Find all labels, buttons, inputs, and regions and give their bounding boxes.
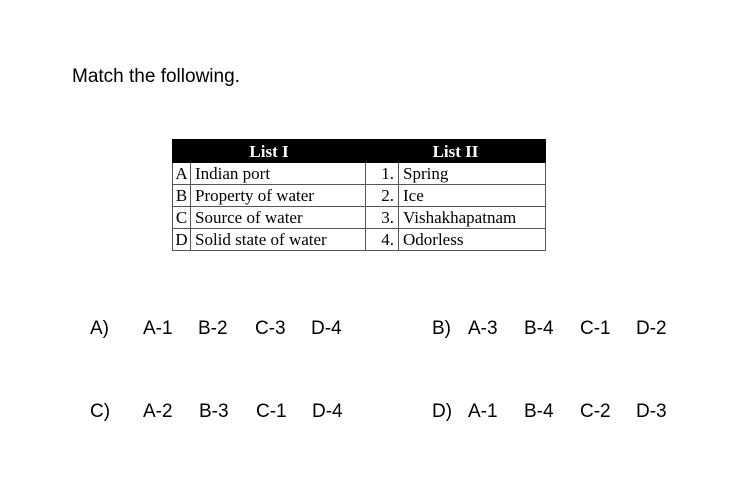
option-pair: A-2 (143, 401, 173, 422)
list-2-item: Spring (399, 163, 546, 185)
list-2-item: Vishakhapatnam (399, 207, 546, 229)
table-row (173, 163, 546, 185)
row-number: 3. (366, 207, 399, 229)
list-2-item: Ice (399, 185, 546, 207)
list-1-item: Source of water (191, 207, 366, 229)
row-number: 2. (366, 185, 399, 207)
option-pair: C-1 (580, 318, 611, 339)
table-row (173, 185, 546, 207)
option-pair: B-3 (199, 401, 229, 422)
option-label: B) (432, 318, 451, 339)
option-pair: A-3 (468, 318, 498, 339)
option-pair: D-4 (311, 318, 342, 339)
row-key: C (173, 207, 191, 229)
row-number: 1. (366, 163, 399, 185)
option-pair: A-1 (143, 318, 173, 339)
row-key: A (173, 163, 191, 185)
table-row (173, 207, 546, 229)
row-key: B (173, 185, 191, 207)
row-key: D (173, 229, 191, 251)
option-pair: B-2 (198, 318, 228, 339)
row-number: 4. (366, 229, 399, 251)
list-1-item: Indian port (191, 163, 366, 185)
option-b[interactable] (432, 318, 682, 342)
table-header-row (173, 140, 546, 163)
option-pair: A-1 (468, 401, 498, 422)
list-1-item: Property of water (191, 185, 366, 207)
list-2-header: List II (366, 140, 546, 163)
option-pair: C-2 (580, 401, 611, 422)
option-a[interactable] (90, 318, 370, 342)
option-pair: D-2 (636, 318, 667, 339)
option-label: A) (90, 318, 109, 339)
option-label: C) (90, 401, 111, 422)
option-pair: D-3 (636, 401, 667, 422)
match-table (172, 139, 546, 251)
option-pair: B-4 (524, 318, 554, 339)
option-pair: C-3 (255, 318, 286, 339)
list-1-item: Solid state of water (191, 229, 366, 251)
option-c[interactable] (90, 401, 370, 425)
question-text: Match the following. (72, 66, 240, 87)
list-1-header: List I (173, 140, 366, 163)
list-2-item: Odorless (399, 229, 546, 251)
option-label: D) (432, 401, 453, 422)
option-d[interactable] (432, 401, 682, 425)
option-pair: D-4 (312, 401, 343, 422)
option-pair: C-1 (256, 401, 287, 422)
option-pair: B-4 (524, 401, 554, 422)
table-row (173, 229, 546, 251)
